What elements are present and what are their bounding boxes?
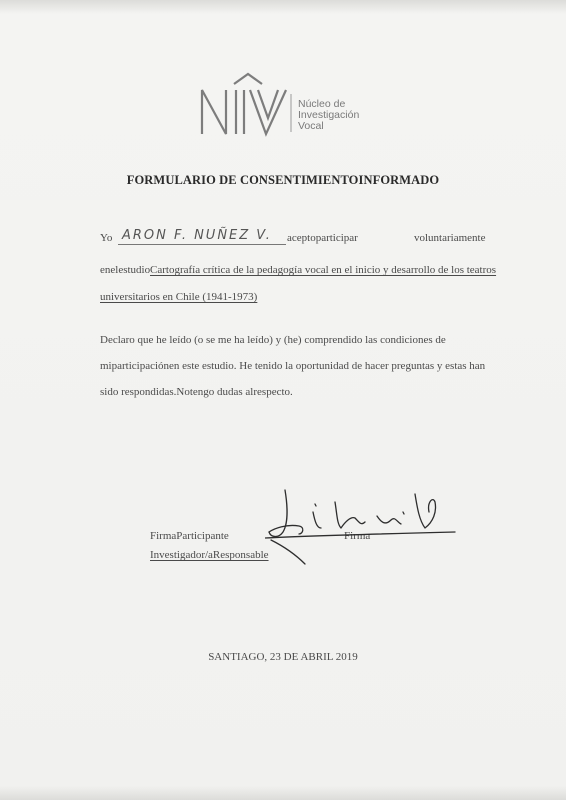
study-title-line-2: universitarios en Chile (1941-1973) [100, 291, 258, 303]
logo-wordmark [298, 99, 359, 132]
name-underline [118, 244, 286, 245]
scan-edge-bottom [0, 786, 566, 800]
logo-line-1: Núcleo de [298, 98, 346, 110]
study-title-line-1: Cartografía crítica de la pedagogía vocal en el inicio y desarrollo de los teatros [150, 264, 497, 276]
declaration-line-1: Declaro que he leído (o se me ha leído) y (he) comprendido las condiciones de [100, 334, 446, 346]
declaration-line-2: miparticipaciónen este estudio. He tenido la oportunidad de hacer preguntas y estas han [100, 360, 486, 372]
signature-label: Firma [344, 530, 371, 542]
consent-prefix: Yo [100, 232, 113, 244]
scan-edge-top [0, 0, 566, 14]
niv-logo-mark-icon [196, 72, 294, 142]
handwritten-signature [265, 482, 465, 572]
voluntarily-text: voluntariamente [414, 232, 486, 244]
accept-participate-text: aceptoparticipar [287, 232, 358, 244]
logo-line-2: Investigación [298, 109, 360, 121]
logo-line-3: Vocal [298, 120, 324, 132]
handwritten-participant-name: ARON F. NUÑEZ V. [122, 228, 272, 243]
participant-signature-label: FirmaParticipante [150, 530, 229, 542]
form-title: FORMULARIO DE CONSENTIMIENTOINFORMADO [126, 173, 440, 187]
study-prefix: enelestudio [100, 264, 151, 276]
signing-date: SANTIAGO, 23 DE ABRIL 2019 [208, 651, 358, 663]
researcher-label: Investigador/aResponsable [150, 549, 269, 561]
declaration-line-3: sido respondidas.Notengo dudas alrespecto. [100, 386, 293, 398]
nucleo-logo [196, 72, 376, 142]
